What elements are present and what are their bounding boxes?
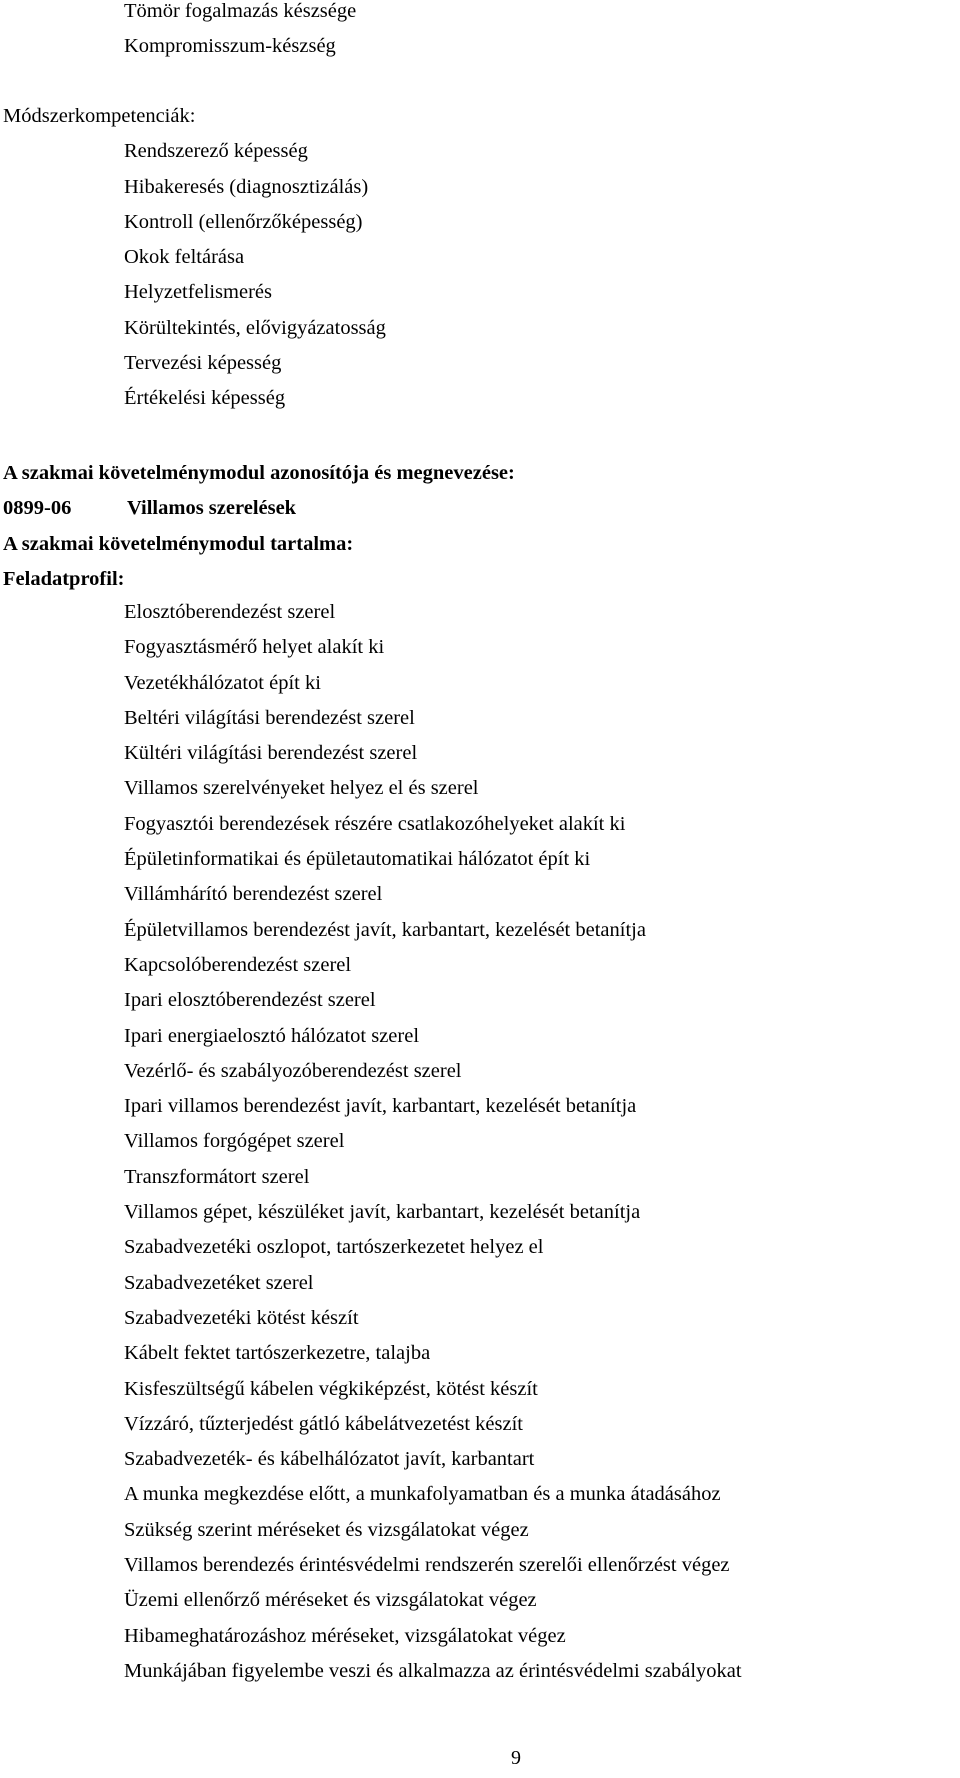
list-item: Szükség szerint méréseket és vizsgálatokat végez: [124, 1518, 529, 1541]
method-competencies-heading: Módszerkompetenciák:: [3, 105, 196, 127]
list-item: Ipari elosztóberendezést szerel: [124, 989, 376, 1012]
list-item: Tervezési képesség: [124, 352, 282, 375]
list-item: Épületvillamos berendezést javít, karbantart, kezelését betanítja: [124, 918, 646, 941]
list-item: Munkájában figyelembe veszi és alkalmazza az érintésvédelmi szabályokat: [124, 1659, 742, 1682]
list-item: Vezérlő- és szabályozóberendezést szerel: [124, 1059, 462, 1082]
list-item: Értékelési képesség: [124, 387, 286, 410]
list-item: Üzemi ellenőrző méréseket és vizsgálatokat végez: [124, 1589, 537, 1612]
page-number: 9: [511, 1747, 521, 1769]
list-item: Villamos szerelvényeket helyez el és szerel: [124, 777, 479, 800]
list-item: Villámhárító berendezést szerel: [124, 883, 383, 906]
list-item: Rendszerező képesség: [124, 140, 308, 163]
method-competencies-section: [0, 99, 386, 417]
list-item: Hibameghatározáshoz méréseket, vizsgálatokat végez: [124, 1624, 566, 1647]
list-item: Kompromisszum-készség: [124, 35, 336, 58]
list-item: Vezetékhálózatot épít ki: [124, 671, 321, 694]
top-skill-list: [0, 0, 356, 65]
list-item: Kábelt fektet tartószerkezetre, talajba: [124, 1342, 431, 1365]
list-item: Ipari villamos berendezést javít, karbantart, kezelését betanítja: [124, 1095, 637, 1118]
task-profile-list: [0, 595, 742, 1689]
list-item: Villamos forgógépet szerel: [124, 1130, 345, 1153]
list-item: Kapcsolóberendezést szerel: [124, 953, 352, 976]
list-item: Kontroll (ellenőrzőképesség): [124, 210, 363, 233]
module-name: Villamos szerelések: [127, 497, 297, 520]
list-item: A munka megkezdése előtt, a munkafolyamatban és a munka átadásához: [124, 1483, 721, 1506]
list-item: Villamos berendezés érintésvédelmi rendszerén szerelői ellenőrzést végez: [124, 1554, 730, 1577]
task-profile-heading: Feladatprofil:: [3, 567, 125, 590]
list-item: Szabadvezetéket szerel: [124, 1271, 314, 1294]
list-item: Kültéri világítási berendezést szerel: [124, 742, 418, 765]
list-item: Szabadvezeték- és kábelhálózatot javít, karbantart: [124, 1448, 535, 1471]
module-code-row: [0, 491, 515, 526]
list-item: Szabadvezetéki oszlopot, tartószerkezetet helyez el: [124, 1236, 544, 1259]
list-item: Vízzáró, tűzterjedést gátló kábelátvezetést készít: [124, 1412, 523, 1435]
list-item: Körültekintés, elővigyázatosság: [124, 316, 386, 339]
list-item: Kisfeszültségű kábelen végkiképzést, kötést készít: [124, 1377, 538, 1400]
list-item: Villamos gépet, készüléket javít, karbantart, kezelését betanítja: [124, 1201, 641, 1224]
list-item: Fogyasztói berendezések részére csatlakozóhelyeket alakít ki: [124, 812, 626, 835]
module-code: 0899-06: [3, 497, 72, 520]
list-item: Fogyasztásmérő helyet alakít ki: [124, 636, 385, 659]
module-header-section: [0, 456, 515, 597]
module-content-heading: A szakmai követelménymodul tartalma:: [3, 532, 354, 555]
list-item: Transzformátort szerel: [124, 1165, 310, 1188]
list-item: Helyzetfelismerés: [124, 281, 272, 304]
list-item: Hibakeresés (diagnosztizálás): [124, 175, 369, 198]
list-item: Szabadvezetéki kötést készít: [124, 1306, 359, 1329]
list-item: Beltéri világítási berendezést szerel: [124, 706, 415, 729]
list-item: Tömör fogalmazás készsége: [124, 0, 357, 22]
list-item: Ipari energiaelosztó hálózatot szerel: [124, 1024, 420, 1047]
list-item: Épületinformatikai és épületautomatikai hálózatot épít ki: [124, 848, 591, 871]
list-item: Okok feltárása: [124, 246, 245, 269]
module-id-heading: A szakmai követelménymodul azonosítója és megnevezése:: [3, 462, 515, 484]
list-item: Elosztóberendezést szerel: [124, 601, 336, 623]
